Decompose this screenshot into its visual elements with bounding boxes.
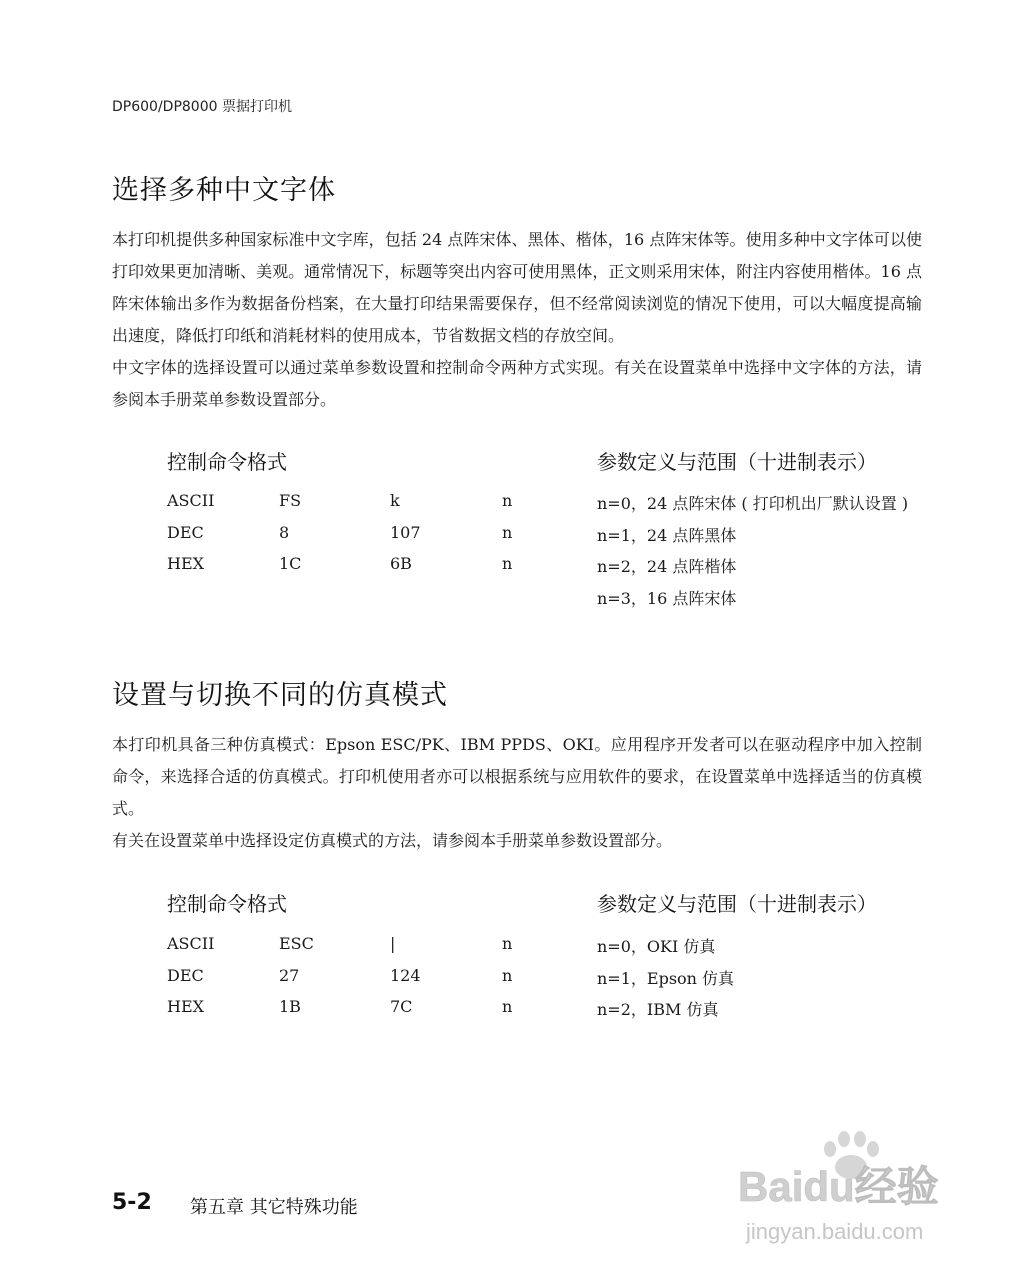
cell-format: ASCII: [167, 934, 215, 953]
cell-byte-1: 1C: [279, 554, 302, 573]
section-title-chinese-fonts: 选择多种中文字体: [112, 175, 336, 206]
param-item: n=2，IBM 仿真: [597, 1000, 719, 1019]
cell-byte-1: 1B: [279, 997, 301, 1016]
cell-param: n: [502, 522, 513, 542]
param-list-fonts: [597, 491, 908, 617]
cell-format: HEX: [167, 554, 205, 573]
baidu-jingyan-watermark: [738, 1125, 978, 1250]
cell-byte-1: 27: [279, 965, 300, 985]
cell-format: DEC: [167, 522, 204, 542]
cell-param: n: [502, 491, 513, 510]
cell-param: n: [502, 997, 513, 1016]
param-range-heading: 参数定义与范围（十进制表示）: [597, 450, 877, 474]
param-item: n=0，OKI 仿真: [597, 937, 716, 956]
section-title-emulation: 设置与切换不同的仿真模式: [112, 680, 448, 711]
cell-byte-1: FS: [279, 491, 302, 510]
section-body-chinese-fonts: [112, 224, 922, 416]
cell-byte-1: 8: [279, 522, 290, 542]
command-format-heading: 控制命令格式: [167, 450, 287, 474]
cell-format: HEX: [167, 997, 205, 1016]
paragraph: 中文字体的选择设置可以通过菜单参数设置和控制命令两种方式实现。有关在设置菜单中选择中文字体的方法，请参阅本手册菜单参数设置部分。: [112, 358, 922, 409]
param-range-heading: 参数定义与范围（十进制表示）: [597, 892, 877, 916]
param-item: n=1，24 点阵黑体: [597, 525, 737, 545]
param-item: n=2，24 点阵楷体: [597, 557, 737, 576]
paragraph: 本打印机具备三种仿真模式：Epson ESC/PK、IBM PPDS、OKI。应用程序开发者可以在驱动程序中加入控制命令，来选择合适的仿真模式。打印机使用者亦可以根据系统与应用软件的要求，在设置菜单中选择适当的仿真模式。: [112, 735, 922, 818]
cell-format: DEC: [167, 965, 204, 985]
param-item: n=3，16 点阵宋体: [597, 588, 737, 608]
page-number: 5-2: [112, 1190, 152, 1215]
command-format-heading: 控制命令格式: [167, 892, 287, 916]
cell-param: n: [502, 965, 513, 985]
cell-format: ASCII: [167, 491, 215, 510]
cell-byte-2: |: [390, 934, 396, 953]
param-item: n=0，24 点阵宋体 ( 打印机出厂默认设置 ): [597, 494, 909, 513]
watermark-url: jingyan.baidu.com: [746, 1219, 924, 1244]
param-list-emulation: [597, 934, 734, 1029]
paragraph: 本打印机提供多种国家标准中文字库，包括 24 点阵宋体、黑体、楷体，16 点阵宋体等。使用多种中文字体可以使打印效果更加清晰、美观。通常情况下，标题等突出内容可使用黑体，正文则采用宋体，附注内容使用楷体。16 点阵宋体输出多作为数据备份档案，在大量打印结果需要保存，但不经常阅读浏览的情况下使用，可以大幅度提高输出速度，降低打印纸和消耗材料的使用成本，节省数据文档的存放空间。: [112, 230, 922, 345]
cell-byte-2: 107: [390, 522, 421, 542]
cell-byte-1: ESC: [279, 934, 314, 953]
cell-byte-2: k: [390, 491, 400, 510]
cell-byte-2: 7C: [390, 997, 413, 1016]
running-header: DP600/DP8000 票据打印机: [112, 99, 292, 115]
cell-param: n: [502, 934, 513, 953]
chapter-title: 第五章 其它特殊功能: [190, 1197, 358, 1218]
cell-byte-2: 6B: [390, 554, 412, 573]
cell-param: n: [502, 554, 513, 573]
paragraph: 有关在设置菜单中选择设定仿真模式的方法，请参阅本手册菜单参数设置部分。: [112, 831, 673, 850]
section-body-emulation: [112, 729, 922, 857]
watermark-logo-text: Baidu经验: [738, 1163, 939, 1210]
param-item: n=1，Epson 仿真: [597, 968, 735, 988]
cell-byte-2: 124: [390, 965, 421, 985]
